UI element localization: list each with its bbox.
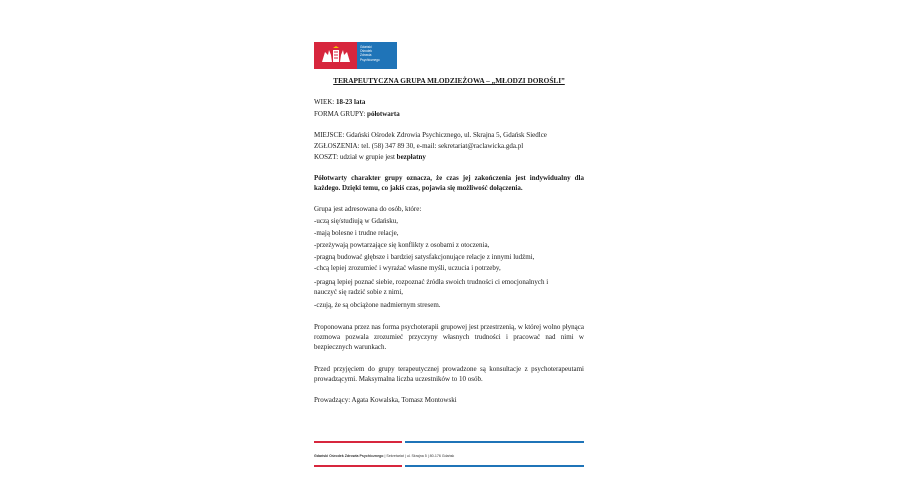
logo-line: Gdański [360,45,372,49]
age-label: WIEK: [314,98,335,106]
footer-bar-red-top [314,441,402,443]
footer-bar-blue-bottom [405,465,584,467]
footer-org: Gdański Ośrodek Zdrowia Psychicznego [314,454,384,458]
list-item: -pragną lepiej poznać siebie, rozpoznać źródła swoich trudności ci emocjonalnych i [314,278,549,286]
age-value: 18-23 lata [335,98,366,106]
age-line [314,98,365,106]
form-value: półotwarta [367,110,400,118]
footer-text [314,454,454,458]
bold-paragraph: Półotwarty charakter grupy oznacza, że czas jej zakończenia jest indywidualny dla każdego. Dzięki temu, co jakiś czas, pojawia się możliwość dołączenia. [314,174,584,192]
footer-bar-blue-top [405,441,584,443]
footer-address: | Sekretariat | ul. Skrajna 5 | 80-176 Gdańsk [383,454,455,458]
cost-line [314,153,426,161]
form-line [314,110,400,118]
cost-label: KOSZT: udział w grupie jest [314,153,397,161]
list-item: -czują, że są obciążone nadmiernym stresem. [314,301,441,309]
document-title: TERAPEUTYCZNA GRUPA MŁODZIEŻOWA – „MŁODZI DOROŚLI” [333,76,565,85]
description-paragraph: Proponowana przez nas forma psychoterapii grupowej jest przestrzenią, w której wolno płynąca rozmowa pozwala zrozumieć przyczyny własnych trudności i pracować nad nimi w bezpiecznych warunkach. [314,323,584,351]
list-item: nauczyć się radzić sobie z nimi, [314,288,404,296]
logo-line: Psychicznego [360,57,380,62]
crest-icon [314,42,357,69]
leaders-line: Prowadzący: Agata Kowalska, Tomasz Montowski [314,396,457,404]
consultation-paragraph: Przed przyjęciem do grupy terapeutycznej prowadzone są konsultacje z psychoterapeutami prowadzącymi. Maksymalna liczba uczestników to 10 osób. [314,365,584,383]
list-item: -uczą się/studiują w Gdańsku, [314,217,398,225]
logo-line: Zdrowia [360,53,372,58]
logo-wordmark [357,42,397,69]
list-item: -mają bolesne i trudne relacje, [314,229,399,237]
logo-line: Ośrodek [360,49,373,54]
cost-value: bezpłatny [396,153,426,161]
place-line: MIEJSCE: Gdański Ośrodek Zdrowia Psychicznego, ul. Skrajna 5, Gdańsk Siedlce [314,131,547,139]
footer-bar-red-bottom [314,465,402,467]
list-item: -pragną budować głębsze i bardziej satysfakcjonujące relacje z innymi ludźmi, [314,253,535,261]
contact-line: ZGŁOSZENIA: tel. (58) 347 89 30, e-mail: sekretariat@raclawicka.gda.pl [314,142,524,150]
org-logo [314,42,397,69]
list-item: -chcą lepiej zrozumieć i wyrażać własne myśli, uczucia i potrzeby, [314,264,501,272]
audience-intro: Grupa jest adresowana do osób, które: [314,205,422,213]
form-label: FORMA GRUPY: [314,110,366,118]
list-item: -przeżywają powtarzające się konflikty z osobami z otoczenia, [314,241,490,249]
